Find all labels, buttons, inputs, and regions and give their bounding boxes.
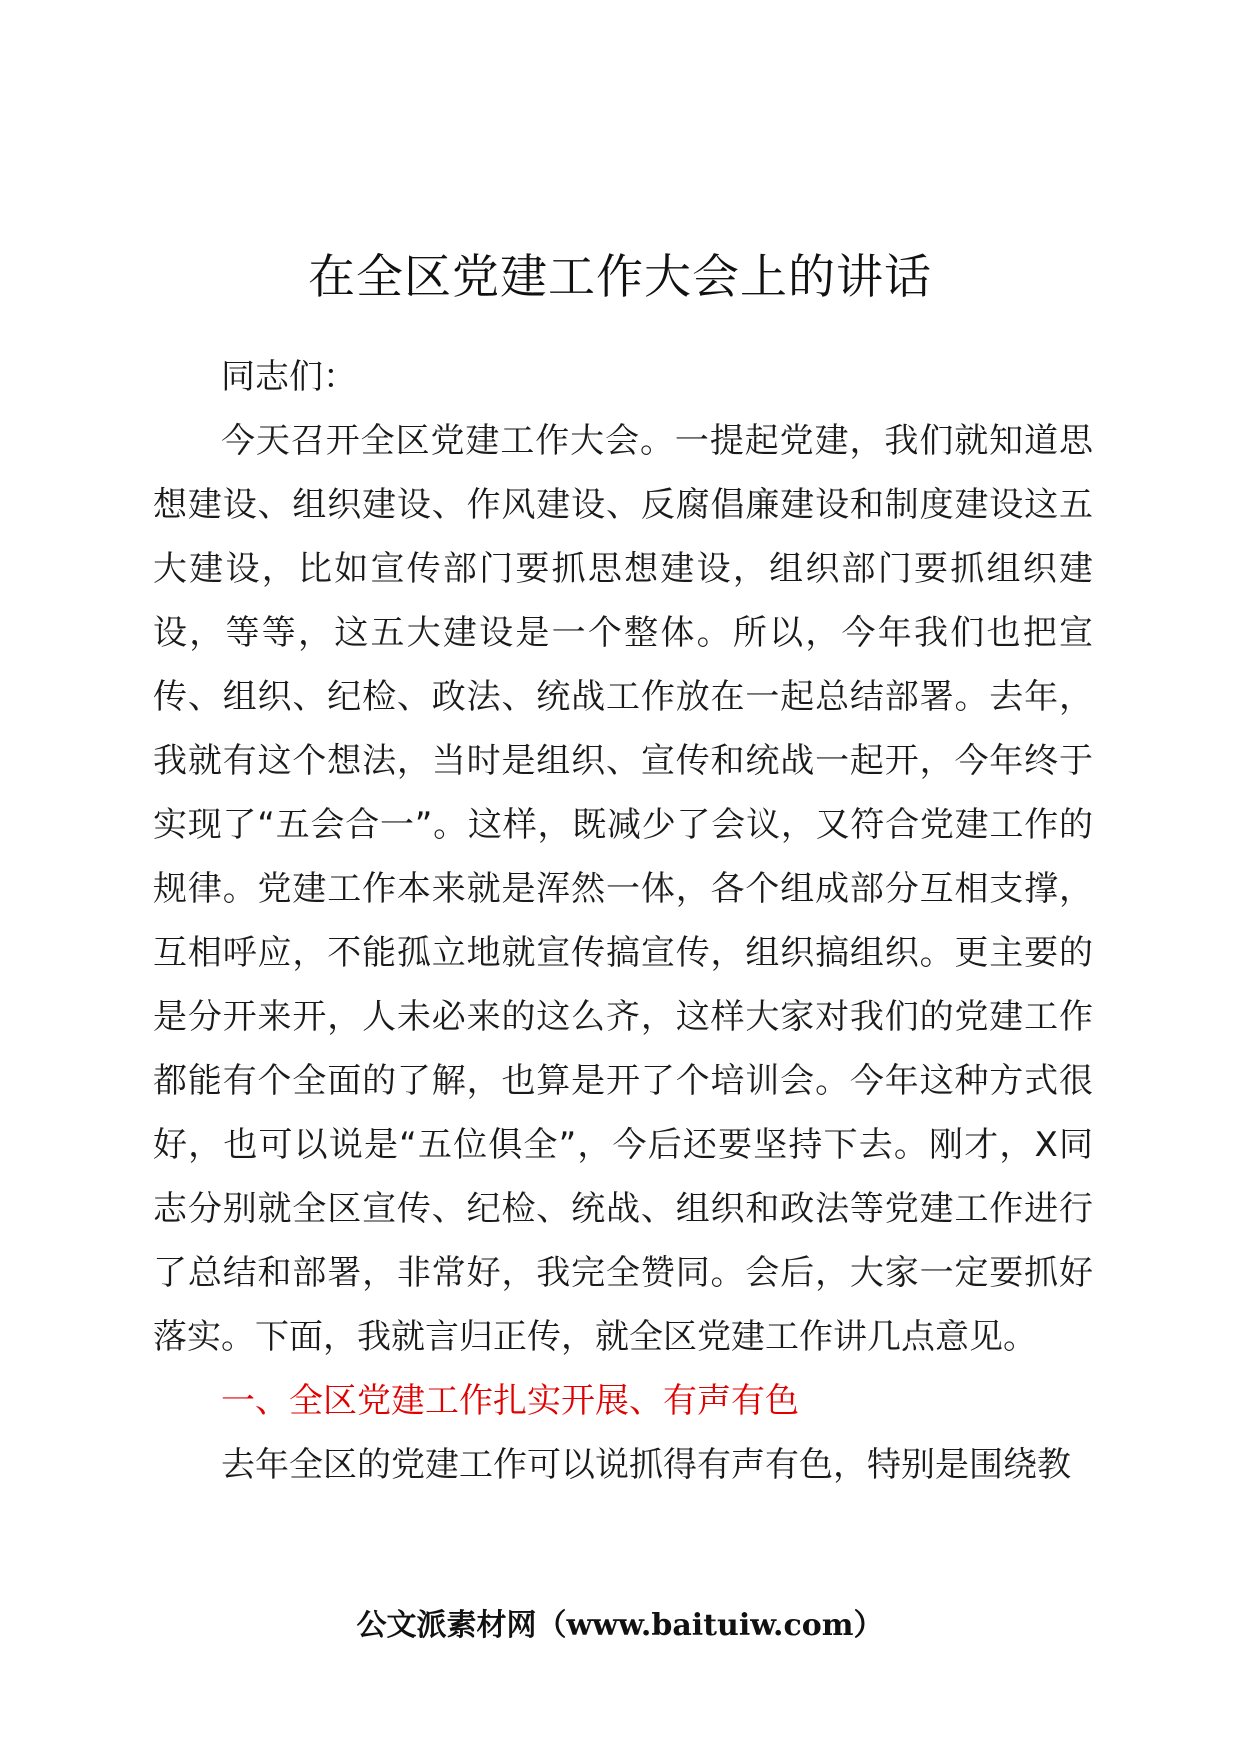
salutation: 同志们： bbox=[221, 357, 357, 397]
paragraph-section-1: 去年全区的党建工作可以说抓得有声有色，特别是围绕教 bbox=[221, 1445, 1071, 1485]
document-title: 在全区党建工作大会上的讲话 bbox=[308, 250, 932, 305]
paragraph-intro: 今天召开全区党建工作大会。一提起党建，我们就知道思想建设、组织建设、作风建设、反腐倡廉建设和制度建设这五大建设，比如宣传部门要抓思想建设，组织部门要抓组织建设，等等，这五大建设是一个整体。所以，今年我们也把宣传、组织、纪检、政法、统战工作放在一起总结部署。去年，我就有这个想法，当时是组织、宣传和统战一起开，今年终于实现了“五会合一”。这样，既减少了会议，又符合党建工作的规律。党建工作本来就是浑然一体，各个组成部分互相支撑，互相呼应，不能孤立地就宣传搞宣传，组织搞组织。更主要的是分开来开，人未必来的这么齐，这样大家对我们的党建工作都能有个全面的了解，也算是开了个培训会。今年这种方式很好，也可以说是“五位俱全”，今后还要坚持下去。刚才，X同志分别就全区宣传、纪检、统战、组织和政法等党建工作进行了总结和部署，非常好，我完全赞同。会后，大家一定要抓好落实。下面，我就言归正传，就全区党建工作讲几点意见。 bbox=[153, 421, 1093, 1357]
footer-watermark: 公文派素材网（www.baituiw.com） bbox=[356, 1608, 884, 1643]
document-body bbox=[153, 345, 1093, 1497]
section-heading-1: 一、全区党建工作扎实开展、有声有色 bbox=[221, 1381, 799, 1421]
